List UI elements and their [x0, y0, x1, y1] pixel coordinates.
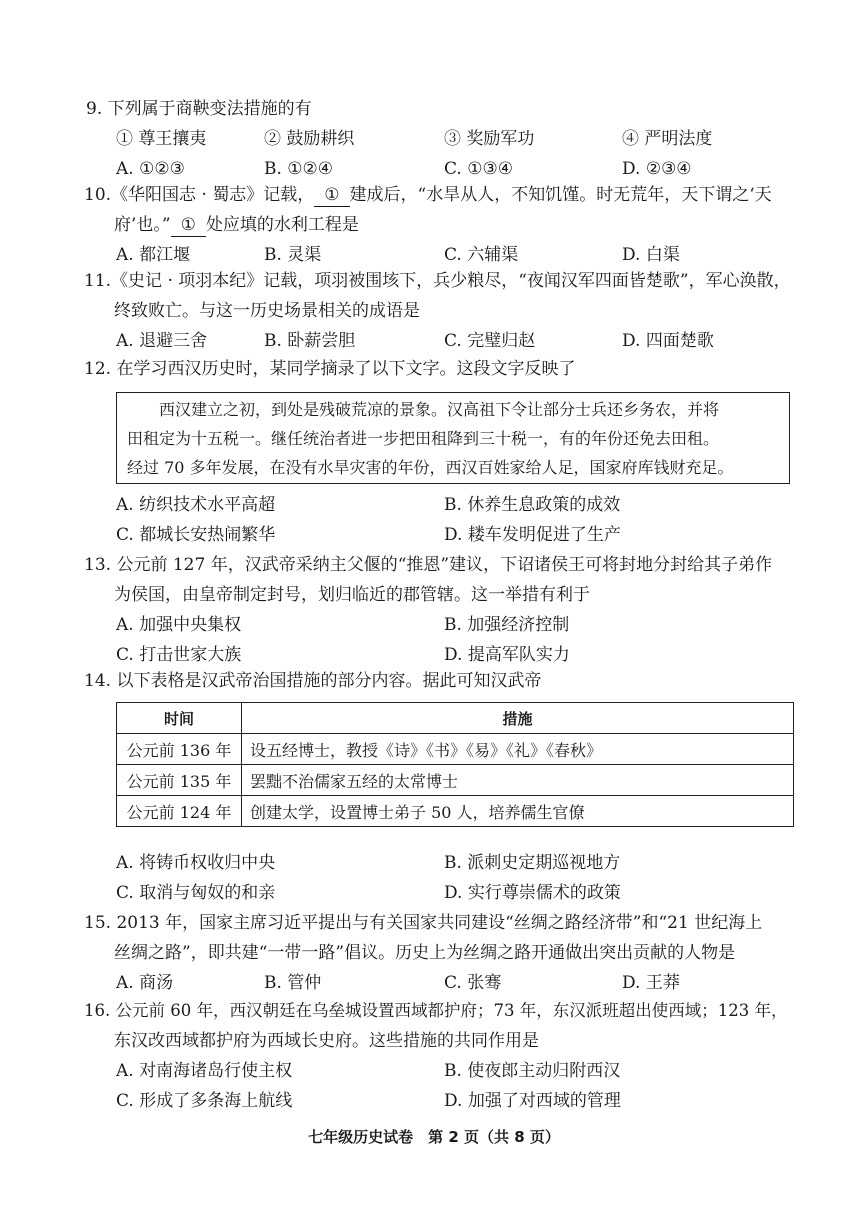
question-stem-line	[84, 210, 794, 240]
option-c[interactable]: C. 打击世家大族	[116, 645, 242, 665]
option-a[interactable]: A. 商汤	[116, 973, 174, 993]
option-a[interactable]: A. ①②③	[116, 159, 185, 179]
column-header-measure: 措施	[242, 703, 794, 734]
quote-line: 经过 70 多年发展，在没有水旱灾害的年份，西汉百姓家给人足，国家府库钱财充足。	[127, 458, 734, 477]
question-15	[84, 908, 794, 998]
option-d[interactable]: D. 白渠	[622, 245, 680, 265]
option-d[interactable]: D. 王莽	[622, 973, 680, 993]
question-12-options	[84, 490, 794, 550]
question-stem-line: 13. 公元前 127 年，汉武帝采纳主父偃的“推恩”建议，下诏诸侯王可将封地分封给其子弟作	[84, 555, 773, 575]
question-12	[84, 354, 794, 384]
option-b[interactable]: B. 使夜郎主动归附西汉	[444, 1061, 621, 1081]
option-c[interactable]: C. 张骞	[444, 973, 502, 993]
option-d[interactable]: D. 提高军队实力	[444, 645, 570, 665]
table-cell-time: 公元前 136 年	[117, 734, 242, 765]
question-stem-line: 丝绸之路”，即共建“一带一路”倡议。历史上为丝绸之路开通做出突出贡献的人物是	[114, 943, 736, 963]
question-stem-line: 终致败亡。与这一历史场景相关的成语是	[114, 301, 420, 321]
stem-text: 府’也。”	[114, 215, 171, 235]
option-a[interactable]: A. 纺织技术水平高超	[116, 495, 276, 515]
column-header-time: 时间	[117, 703, 242, 734]
question-stem-line: 11.《史记 · 项羽本纪》记载，项羽被围垓下，兵少粮尽，“夜闻汉军四面皆楚歌”，军心涣散，	[84, 271, 791, 291]
option-b[interactable]: B. 管仲	[264, 973, 322, 993]
option-c[interactable]: C. 都城长安热闹繁华	[116, 525, 276, 545]
option-c[interactable]: C. ①③④	[444, 159, 513, 179]
question-stem: 9. 下列属于商鞅变法措施的有	[86, 99, 312, 119]
question-14-options	[84, 848, 794, 908]
question-stem-line: 15. 2013 年，国家主席习近平提出与有关国家共同建设“丝绸之路经济带”和“21 世纪海上	[84, 913, 763, 933]
statement-item: ④ 严明法度	[622, 129, 713, 149]
stem-text: 建成后，“水旱从人，不知饥馑。时无荒年，天下谓之‘天	[349, 185, 772, 205]
question-14	[84, 666, 794, 696]
option-d[interactable]: D. 四面楚歌	[622, 331, 714, 351]
option-b[interactable]: B. 卧薪尝胆	[264, 331, 356, 351]
answer-options	[84, 490, 794, 520]
stem-text: 处应填的水利工程是	[205, 215, 359, 235]
option-b[interactable]: B. 派刺史定期巡视地方	[444, 853, 621, 873]
table-row	[117, 796, 794, 827]
statement-items	[86, 124, 796, 154]
answer-options	[84, 1056, 794, 1086]
statement-item: ① 尊王攘夷	[116, 129, 207, 149]
fill-blank: ①	[171, 214, 206, 237]
option-b[interactable]: B. 休养生息政策的成效	[444, 495, 621, 515]
option-b[interactable]: B. ①②④	[264, 159, 334, 179]
quote-line: 田租定为十五税一。继任统治者进一步把田租降到三十税一，有的年份还免去田租。	[127, 429, 720, 448]
option-a[interactable]: A. 加强中央集权	[116, 615, 242, 635]
table-row	[117, 765, 794, 796]
measures-table	[116, 702, 794, 827]
table-cell-measure: 罢黜不治儒家五经的太常博士	[242, 765, 794, 796]
answer-options	[84, 610, 794, 640]
option-a[interactable]: A. 退避三舍	[116, 331, 208, 351]
answer-options	[84, 848, 794, 878]
question-stem-line: 16. 公元前 60 年，西汉朝廷在乌垒城设置西域都护府；73 年，东汉派班超出使西域；123 年，	[84, 1001, 788, 1020]
question-stem-line	[84, 180, 794, 210]
answer-options	[84, 326, 794, 356]
table-cell-measure: 设五经博士，教授《诗》《书》《易》《礼》《春秋》	[242, 734, 794, 765]
option-d[interactable]: D. 加强了对西域的管理	[444, 1091, 621, 1111]
question-10	[84, 180, 794, 270]
question-stem: 12. 在学习西汉历史时，某同学摘录了以下文字。这段文字反映了	[84, 359, 576, 379]
question-stem: 14. 以下表格是汉武帝治国措施的部分内容。据此可知汉武帝	[84, 671, 542, 691]
question-9	[86, 94, 796, 184]
option-c[interactable]: C. 取消与匈奴的和亲	[116, 883, 276, 903]
option-d[interactable]: D. 耧车发明促进了生产	[444, 525, 621, 545]
answer-options	[84, 968, 794, 998]
question-stem-line: 东汉改西域都护府为西域长史府。这些措施的共同作用是	[114, 1031, 539, 1051]
quote-excerpt-box	[116, 392, 790, 484]
fill-blank: ①	[314, 184, 349, 207]
question-16	[84, 996, 794, 1116]
option-d[interactable]: D. 实行尊崇儒术的政策	[444, 883, 621, 903]
question-stem-line: 为侯国，由皇帝制定封号，划归临近的郡管辖。这一举措有利于	[114, 585, 590, 605]
option-a[interactable]: A. 都江堰	[116, 245, 191, 265]
table-cell-time: 公元前 135 年	[117, 765, 242, 796]
table-cell-measure: 创建太学，设置博士弟子 50 人，培养儒生官僚	[242, 796, 794, 827]
answer-options	[84, 878, 794, 908]
option-c[interactable]: C. 六辅渠	[444, 245, 519, 265]
answer-options	[84, 1086, 794, 1116]
answer-options	[84, 520, 794, 550]
option-a[interactable]: A. 将铸币权收归中央	[116, 853, 276, 873]
option-c[interactable]: C. 形成了多条海上航线	[116, 1091, 293, 1111]
option-b[interactable]: B. 加强经济控制	[444, 615, 570, 635]
table-header-row	[117, 703, 794, 734]
table-row	[117, 734, 794, 765]
option-b[interactable]: B. 灵渠	[264, 245, 322, 265]
option-d[interactable]: D. ②③④	[622, 159, 692, 179]
stem-text: 10.《华阳国志 · 蜀志》记载，	[84, 185, 315, 205]
option-c[interactable]: C. 完璧归赵	[444, 331, 536, 351]
question-11	[84, 266, 794, 356]
quote-line: 西汉建立之初，到处是残破荒凉的景象。汉高祖下令让部分士兵还乡务农，并将	[159, 400, 720, 419]
statement-item: ③ 奖励军功	[444, 129, 535, 149]
table-cell-time: 公元前 124 年	[117, 796, 242, 827]
question-13	[84, 550, 794, 670]
option-a[interactable]: A. 对南海诸岛行使主权	[116, 1061, 293, 1081]
page-footer: 七年级历史试卷 第 2 页（共 8 页）	[308, 1128, 560, 1146]
statement-item: ② 鼓励耕织	[264, 129, 355, 149]
